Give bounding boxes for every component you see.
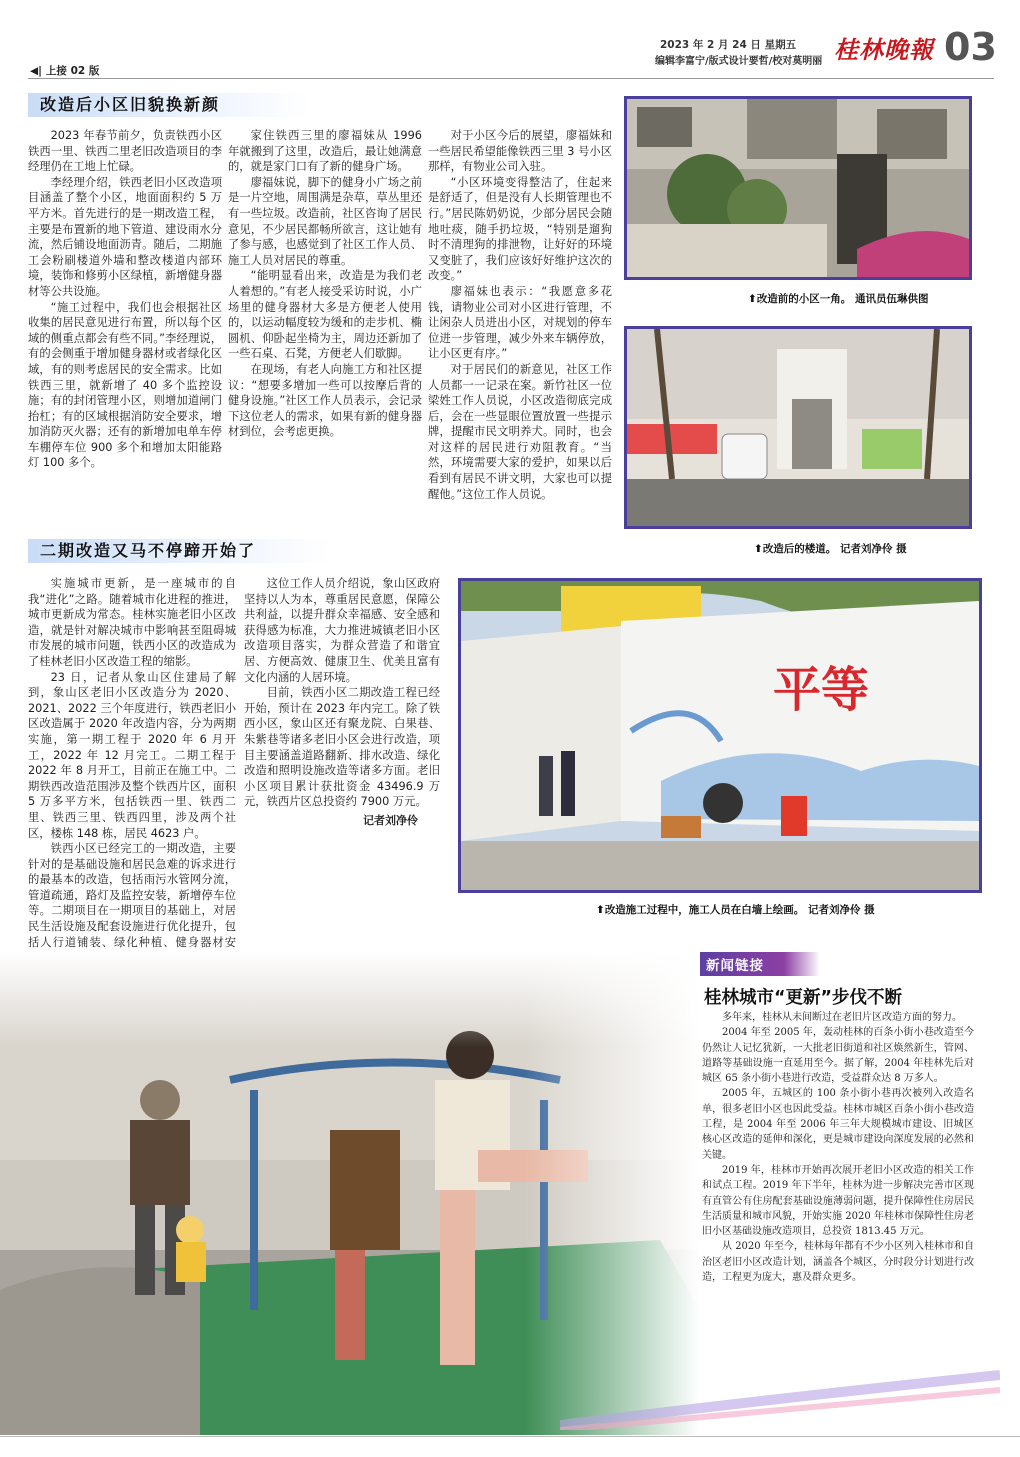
section2-col2 (244, 576, 440, 828)
paragraph: 从 2020 年至今，桂林每年都有不少小区列入桂林市和自治区老旧小区改造计划，涵盖各个城区，分时段分计划进行改造，工程更为庞大，惠及群众更多。 (702, 1241, 974, 1284)
news-link-title: 桂林城市“更新”步伐不断 (704, 988, 903, 1008)
news-link-tag-text: 新闻链接 (706, 958, 764, 974)
section2-title: 二期改造又马不停蹄开始了 (28, 539, 330, 563)
section1-col1 (28, 128, 222, 471)
photo-fitness-square (0, 950, 700, 1435)
section1-title: 改造后小区旧貌换新颜 (28, 93, 310, 117)
photo-mural-painting (458, 578, 982, 893)
paragraph: 这位工作人员介绍说，象山区政府坚持以人为本，尊重居民意愿，保障公共利益，以提升群众幸福感、安全感和获得感为标准，大力推进城镇老旧小区改造项目落实，为群众营造了和谐宜居、方便高效、健康卫生、优美且富有文化内涵的人居环境。 (244, 577, 440, 684)
arrow-up-icon: ⬆ (596, 904, 605, 916)
header-rule (28, 78, 994, 79)
paragraph: “小区环境变得整洁了，住起来是舒适了，但是没有人长期管理也不行。”居民陈奶奶说，少部分居民会随地吐痰，随手扔垃圾，“特别是遛狗时不清理狗的排泄物，让好好的环境又变脏了，我们应该好好维护这次的改变。” (428, 175, 612, 283)
news-link-box (700, 952, 975, 1382)
photo-after-caption (754, 541, 907, 556)
speaker-icon: ◀| (30, 65, 42, 77)
paragraph: 李经理介绍，铁西老旧小区改造项目涵盖了整个小区，地面面积约 5 万平方米。首先进行的是一期改造工程，主要是布置新的地下管道、建设雨水分流，然后铺设地面沥青。随后，二期施工会粉刷楼道外墙和整改楼道内部环境，装饰和修剪小区绿植，新增健身器材等公共设施。 (28, 175, 222, 298)
paragraph: 2019 年，桂林市开始再次展开老旧小区改造的相关工作和试点工程。2019 年下半年，桂林为进一步解决完善市区现有直管公有住房配套基础设施薄弱问题，提升保障性住房居民生活质量和城市风貌，开始实施 2020 年桂林市保障性住房老旧小区基础设施改造项目，总投资 1813.45 万元。 (702, 1164, 974, 1238)
arrow-up-icon: ⬆ (754, 543, 763, 555)
paragraph: 23 日，记者从象山区住建局了解到，象山区老旧小区改造分为 2020、2021、2022 三个年度进行，铁西老旧小区改造属于 2020 年改造内容，分为两期实施，第一期工程于 2020 年 6 月开工，2022 年 12 月完工。二期工程于 2022 年 8 月开工，目前正在施工中。二期铁西改造范围涉及整个铁西片区，面积 5 万多平方米，包括铁西一里、铁西二里、铁西三里、铁西四里，涉及两个社区，楼栋 148 栋，居民 4623 户。 (28, 670, 236, 840)
page-editors: 编辑李富宁/版式设计要哲/校对莫明丽 (655, 56, 823, 67)
paragraph: 家住铁西三里的廖福妹从 1996 年就搬到了这里，改造后，最让她满意的，就是家门口有了新的健身广场。 (228, 129, 422, 174)
photo-before-caption (748, 291, 928, 306)
footer-rule (0, 1436, 1020, 1437)
caption-text: 改造前的小区一角。 通讯员伍琳供图 (756, 293, 929, 305)
caption-text: 改造施工过程中，施工人员在白墙上绘画。 记者刘净伶 摄 (604, 904, 875, 916)
masthead-logo: 桂林晚報 (834, 35, 934, 64)
paragraph: 在现场，有老人向施工方和社区提议：“想要多增加一些可以按摩后背的健身设施。”社区工作人员表示，会记录下这位老人的需求，如果有新的健身器材到位，会考虑更换。 (228, 362, 422, 439)
paragraph: 对于小区今后的展望，廖福妹和一些居民希望能像铁西三里 3 号小区那样，有物业公司入驻。 (428, 129, 612, 174)
paragraph: 2004 年至 2005 年，轰动桂林的百条小街小巷改造至今仍然让人记忆犹新，一大批老旧街道和社区焕然新生，管网、道路等基础设施一直延用至今。据了解，2004 年桂林先后对城区 65 条小街小巷进行改造，受益群众达 8 万多人。 (702, 1027, 974, 1085)
paragraph: 廖福妹也表示：“我愿意多花钱，请物业公司对小区进行管理，不让闲杂人员进出小区，对规划的停车位进一步管理，减少外来车辆停放，让小区更有序。” (428, 284, 612, 361)
photo-before-renovation (624, 96, 972, 280)
paragraph: 2005 年，五城区的 100 条小街小巷再次被列入改造名单，很多老旧小区也因此受益。桂林市城区百条小街小巷改造工程，是 2004 年至 2006 年三年大规模城市建设、旧城区核心区改造的延伸和深化，更是城市建设向深度发展的必然和关键。 (702, 1088, 974, 1161)
byline: 记者刘净伶 (363, 813, 418, 827)
paragraph: 对于居民们的新意见，社区工作人员都一一记录在案。新竹社区一位梁姓工作人员说，小区改造彻底完成后，会在一些显眼位置放置一些提示牌，提醒市民文明养犬。同时，也会对这样的居民进行劝阻教育。“当然，环境需要大家的爱护，如果以后看到有居民不讲文明，大家也可以提醒他。”这位工作人员说。 (428, 362, 612, 501)
arrow-up-icon: ⬆ (748, 293, 757, 305)
photo-after-renovation (624, 326, 972, 529)
paragraph: “能明显看出来，改造是为我们老人着想的。”有老人接受采访时说，小广场里的健身器材大多是方便老人使用的，以运动幅度较为缓和的走步机、椭圆机、仰卧起坐椅为主，周边还新加了一些石桌、石凳，方便老人们歇脚。 (228, 269, 422, 361)
section2-col1 (28, 576, 236, 981)
continued-text: 上接 02 版 (45, 65, 100, 77)
paragraph: 2023 年春节前夕，负责铁西小区铁西一里、铁西二里老旧改造项目的李经理仍在工地上忙碌。 (28, 129, 222, 174)
paragraph: 铁西小区已经完工的一期改造，主要针对的是基础设施和居民急难的诉求进行的最基本的改造，包括雨污水管网分流，管道疏通，路灯及监控安装，新增停车位等。二期项目在一期项目的基础上，对居民生活设施及配套设施进行优化提升，包括人行道铺装、绿化种植、健身器材安 (28, 842, 236, 949)
paragraph: 廖福妹说，脚下的健身小广场之前是一片空地，周围满是杂草，草丛里还有一些垃圾。改造前，社区咨询了居民意见，不少居民都畅所欲言，这让她有了参与感，也感觉到了社区工作人员、施工人员对居民的尊重。 (228, 175, 422, 267)
paragraph: “施工过程中，我们也会根据社区收集的居民意见进行布置，所以每个区域的侧重点都会有些不同。”李经理说，有的会侧重于增加健身器材或者绿化区域，有的则考虑居民的安全需求。比如铁西三里，就新增了 40 多个监控设施；有的封闭管理小区，则增加道闸门抬杠；有的区域根据消防安全要求，增加消防灭火器；还有的新增加电单车停车棚停车位 900 多个和增加太阳能路灯 100 多个。 (28, 300, 222, 470)
continued-marker (30, 63, 99, 78)
caption-text: 改造后的楼道。 记者刘净伶 摄 (762, 543, 907, 555)
header (0, 0, 1020, 80)
news-link-tag (700, 952, 820, 976)
section1-col3 (428, 128, 612, 502)
section1-col2 (228, 128, 422, 440)
decorative-swoosh (560, 1370, 1000, 1430)
paragraph: 多年来，桂林从未间断过在老旧片区改造方面的努力。 (722, 1012, 962, 1023)
photo-mural-caption (596, 902, 875, 917)
news-link-body (702, 1010, 974, 1285)
page-date: 2023 年 2 月 24 日 星期五 (660, 39, 797, 51)
paragraph: 目前，铁西小区二期改造工程已经开始，预计在 2023 年内完工。除了铁西小区，象山区还有聚龙院、白果巷、朱紫巷等诸多老旧小区会进行改造，项目主要涵盖道路翻新、排水改造、绿化改造和照明设施改造等诸多方面。老旧小区项目累计获批资金 43496.9 万元，铁西片区总投资约 7900 万元。 (244, 686, 440, 809)
page-number: 03 (944, 25, 997, 69)
paragraph: 实施城市更新，是一座城市的自我“进化”之路。随着城市化进程的推进，城市更新成为常态。桂林实施老旧小区改造，就是针对解决城市中影响甚至阻碍城市发展的城市问题，铁西小区的改造成为了桂林老旧小区改造工程的缩影。 (28, 577, 236, 668)
mural-text: 平等 (773, 662, 870, 718)
